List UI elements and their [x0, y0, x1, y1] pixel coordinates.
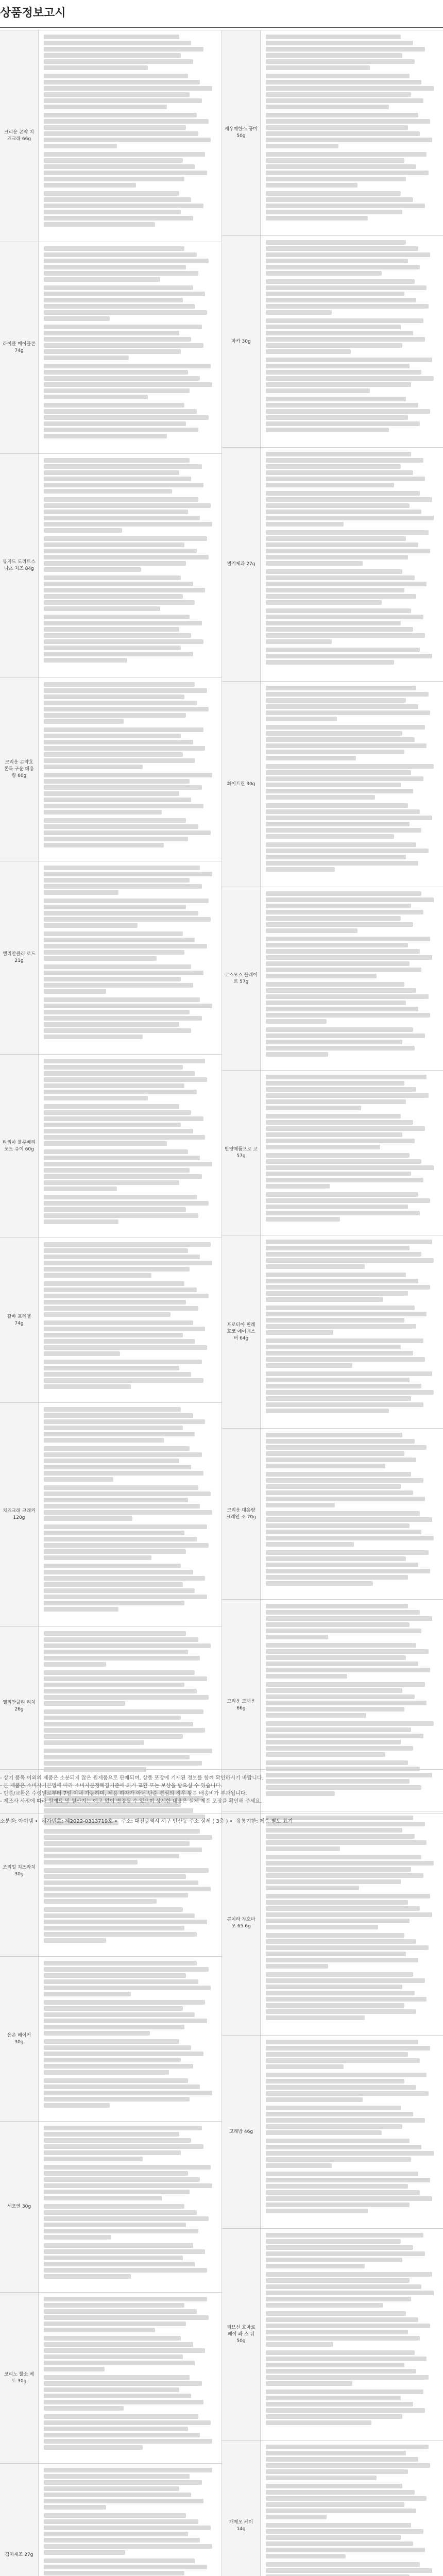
- product-row: [0, 2464, 222, 2576]
- product-row: [0, 1238, 222, 1403]
- product-row: [0, 1786, 222, 1957]
- product-detail-cell: [39, 678, 222, 861]
- product-column-left: [0, 30, 222, 2576]
- product-name-cell: 코리노 뿔소 베토 30g: [0, 2293, 39, 2463]
- product-row: [222, 2229, 443, 2441]
- notice-line: - 제조사 사정에 따라 원재료 및 원산지는 예고 없이 변경될 수 있으며 상세한 내용은 실제 제품 포장을 확인해 주세요.: [0, 1799, 262, 1804]
- product-name-cell: 갈바 프레첼 74g: [0, 1238, 39, 1402]
- license-label: 허가번호:: [41, 1819, 63, 1824]
- product-column-right: [222, 30, 443, 2576]
- product-detail-cell: [261, 2441, 443, 2576]
- product-name-cell: 윤은 베이커 30g: [0, 1957, 39, 2121]
- product-row: [0, 1055, 222, 1238]
- product-row: [0, 1957, 222, 2122]
- product-detail-cell: [261, 448, 443, 681]
- product-row: [222, 2441, 443, 2576]
- product-name-cell: 마카 30g: [222, 236, 261, 447]
- product-row: [222, 2036, 443, 2229]
- notice-line: - 반품/교환은 수령일로부터 7일 이내 가능하며, 제품 하자가 아닌 단순 변심의 경우 왕복 배송비가 부과됩니다.: [0, 1791, 247, 1797]
- product-detail-cell: [39, 1786, 222, 1956]
- product-name-cell: 조리얼 치즈라치 30g: [0, 1786, 39, 1956]
- product-name-cell: 크리운 크래운 66g: [222, 1600, 261, 1811]
- product-name-cell: 크리운 대용량 크레인 조 70g: [222, 1429, 261, 1599]
- seller-footer: 소분원: 아이템 • 허가번호: 제2022-0313719호 • 주소: 대전광역시 서구 안산동 주소 상세 ( 3층 ) • 유통기한: 제품 별도 표기: [0, 1819, 293, 1824]
- product-name-cell: 김치제조 27g: [0, 2464, 39, 2576]
- product-detail-cell: [261, 236, 443, 447]
- expiry-value: 제품 별도 표기: [259, 1819, 293, 1824]
- product-detail-cell: [261, 1429, 443, 1599]
- product-row: [0, 2293, 222, 2464]
- product-name-cell: 크리운 곤약호 쫀득 구운 대용량 60g: [0, 678, 39, 861]
- product-row: [222, 30, 443, 236]
- product-detail-cell: [261, 2229, 443, 2440]
- product-name-cell: 라이클 메이플콘 74g: [0, 242, 39, 453]
- product-name-cell: 프로티아 핀레 호코 에이테스 버 64g: [222, 1235, 261, 1428]
- product-detail-cell: [39, 861, 222, 1054]
- product-detail-cell: [261, 30, 443, 235]
- product-name-cell: 리브신 호마로 페이 좌 스 뒤 50g: [222, 2229, 261, 2440]
- expiry-label: 유통기한:: [236, 1819, 258, 1824]
- product-detail-cell: [39, 1957, 222, 2121]
- product-detail-cell: [261, 682, 443, 887]
- table-bottom-divider: [0, 1769, 443, 1770]
- product-name-cell: 화이트린 30g: [222, 682, 261, 887]
- title-divider: [0, 27, 443, 28]
- product-row: [0, 678, 222, 861]
- product-detail-cell: [261, 887, 443, 1070]
- notice-list: [0, 1774, 443, 1805]
- product-detail-cell: [261, 1235, 443, 1428]
- product-row: [0, 242, 222, 454]
- product-name-cell: 벌기제과 27g: [222, 448, 261, 681]
- product-detail-cell: [39, 1403, 222, 1626]
- product-detail-cell: [39, 242, 222, 453]
- product-row: [222, 236, 443, 448]
- product-name-cell: 엘리안클리 리치 26g: [0, 1627, 39, 1785]
- notice-line: - 상기 품목 이외의 제품은 소분되지 않은 원제품으로 판매되며, 상품 포장에 기재된 정보를 함께 확인하시기 바랍니다.: [0, 1775, 264, 1781]
- address-value: 대전광역시 서구 안산동 주소 상세 ( 3층 ): [134, 1819, 228, 1824]
- product-row: [0, 30, 222, 242]
- seller-value: 아이템: [18, 1819, 33, 1824]
- product-name-cell: 반양제품으로 코 57g: [222, 1071, 261, 1235]
- product-name-cell: 세포엔 30g: [0, 2122, 39, 2292]
- product-row: [0, 1627, 222, 1786]
- seller-label: 소분원:: [0, 1819, 17, 1824]
- product-info-table: [0, 30, 443, 2576]
- product-name-cell: 콘이라 자호마 오 65.6g: [222, 1811, 261, 2035]
- product-detail-cell: [39, 1627, 222, 1785]
- product-row: [222, 1811, 443, 2036]
- product-name-cell: 세우매한스 풍미 50g: [222, 30, 261, 235]
- product-detail-cell: [261, 1071, 443, 1235]
- product-name-cell: 타리아 블루베리 포도 쥬이 60g: [0, 1055, 39, 1238]
- product-row: [222, 1235, 443, 1429]
- page-title: 상품정보고시: [0, 7, 66, 20]
- address-label: 주소:: [121, 1819, 133, 1824]
- notice-line: - 본 제품은 소비자기본법에 따라 소비자분쟁해결기준에 의거 교환 또는 보상을 받으실 수 있습니다.: [0, 1783, 223, 1789]
- product-row: [0, 1403, 222, 1627]
- product-name-cell: 코스모스 블레이트 57g: [222, 887, 261, 1070]
- product-row: [222, 1071, 443, 1235]
- product-name-cell: 뮤지드 도리트스나초 치즈 84g: [0, 454, 39, 677]
- product-detail-cell: [39, 1238, 222, 1402]
- product-detail-cell: [39, 454, 222, 677]
- product-row: [0, 454, 222, 678]
- product-detail-cell: [261, 1811, 443, 2035]
- product-name-cell: 고래밥 46g: [222, 2036, 261, 2228]
- product-detail-cell: [39, 30, 222, 242]
- product-detail-cell: [39, 2122, 222, 2292]
- product-row: [0, 861, 222, 1055]
- product-name-cell: 크리운 곤약 치즈크래 66g: [0, 30, 39, 242]
- product-detail-cell: [39, 1055, 222, 1238]
- product-detail-cell: [261, 2036, 443, 2228]
- product-detail-cell: [39, 2464, 222, 2576]
- product-row: [222, 1429, 443, 1600]
- product-row: [0, 2122, 222, 2293]
- product-row: [222, 682, 443, 887]
- product-name-cell: 엘리안클리 로드 21g: [0, 861, 39, 1054]
- product-row: [222, 887, 443, 1071]
- product-row: [222, 448, 443, 682]
- product-name-cell: 개메오 케이 14g: [222, 2441, 261, 2576]
- product-detail-cell: [39, 2293, 222, 2463]
- license-value: 제2022-0313719호: [65, 1819, 113, 1824]
- product-name-cell: 치즈크래 크래커 120g: [0, 1403, 39, 1626]
